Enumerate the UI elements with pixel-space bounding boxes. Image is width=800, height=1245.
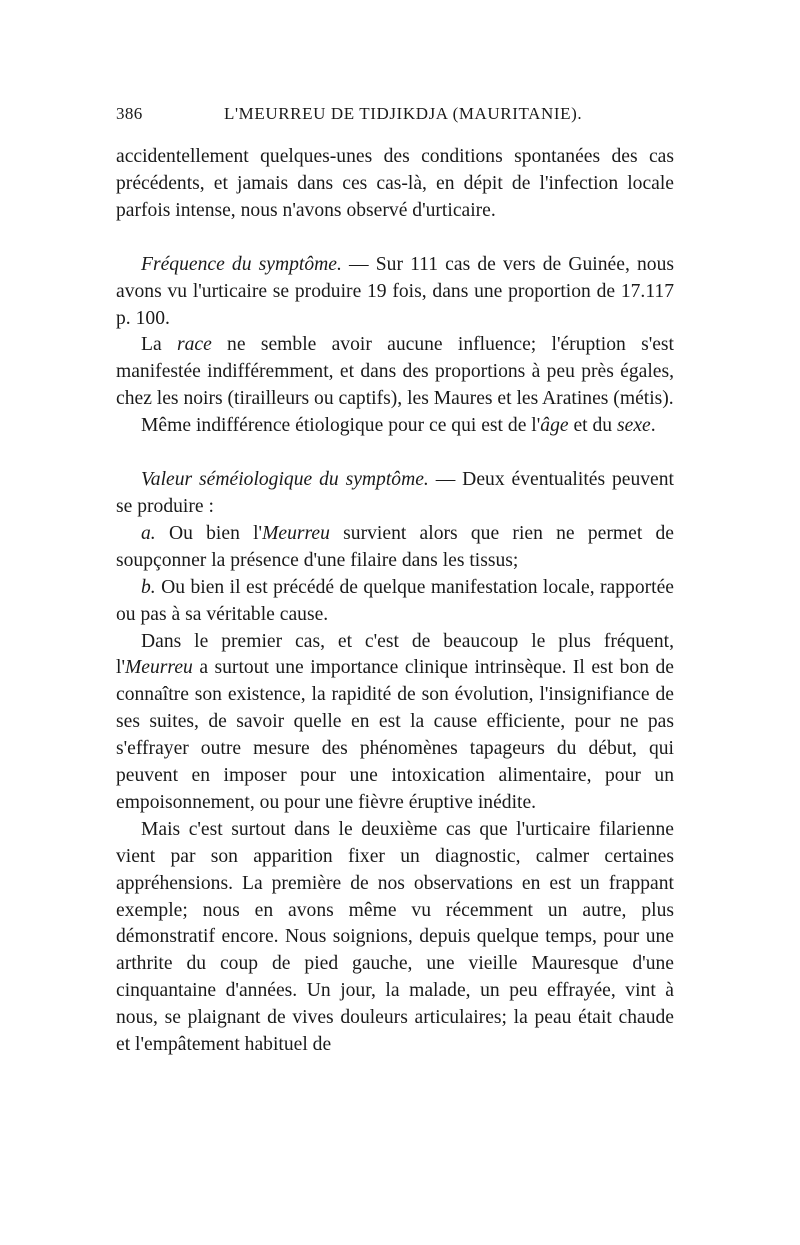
paragraph-text: Dans le premier cas, et c'est de beaucoup le plus fréquent, l' — [116, 630, 674, 679]
list-label-a: a. — [141, 522, 156, 544]
paragraph-text: Ou bien l' — [155, 522, 263, 544]
paragraph-text: — Sur 111 cas de vers de Guinée, nous avons vu l'urticaire se produire 19 fois, dans une proportion de 17.117 p. 100. — [116, 253, 674, 329]
paragraph-text: accidentellement quelques-unes des conditions spontanées des cas précédents, et jamais dans ces cas-là, en dépit de l'infection locale parfois intense, nous n'avons observé d'urticaire. — [116, 146, 674, 221]
body-text — [116, 144, 674, 1059]
section-heading-frequency: Fréquence du symptôme. — [141, 253, 342, 275]
paragraph-age-sex — [116, 413, 674, 440]
paragraph-text: survient alors que rien ne permet de soupçonner la présence d'une filaire dans les tissus; — [116, 522, 674, 571]
emphasis-meurreu: Meurreu — [124, 657, 193, 679]
paragraph-text: Ou bien il est précédé de quelque manifestation locale, rapportée ou pas à sa véritable cause. — [116, 576, 674, 625]
emphasis-age: âge — [540, 415, 569, 437]
paragraph-second-case — [116, 817, 674, 1059]
paragraph-text: et du — [568, 415, 617, 437]
emphasis-meurreu: Meurreu — [262, 522, 330, 544]
running-title: L'MEURREU DE TIDJIKDJA (MAURITANIE). — [224, 104, 583, 123]
paragraph-continuation — [116, 144, 674, 225]
emphasis-race: race — [176, 334, 212, 356]
paragraph-case-a — [116, 521, 674, 575]
paragraph-text: La — [141, 334, 177, 356]
emphasis-sex: sexe — [617, 415, 651, 437]
running-head — [116, 104, 672, 134]
paragraph-text: Mais c'est surtout dans le deuxième cas que l'urticaire filarienne vient par son apparition fixer un diagnostic, calmer certaines appréhensions. La première de nos observations en est un frappant exemple; nous en avons même vu récemment un autre, plus démonstratif encore. Nous soignions, depuis quelque temps, pour une arthrite du coup de pied gauche, une vieille Mauresque d'une cinquantaine d'années. Un jour, la malade, un peu effrayée, vint à nous, se plaignant de vives douleurs articulaires; la peau était chaude et l'empâtement habituel de — [116, 818, 674, 1056]
section-heading-semiology: Valeur séméiologique du symptôme. — [141, 469, 429, 491]
paragraph-race — [116, 332, 674, 413]
paragraph-semiology — [116, 467, 674, 521]
paragraph-first-case — [116, 629, 674, 817]
paragraph-case-b — [116, 575, 674, 629]
section-gap — [116, 440, 674, 467]
paragraph-text: a surtout une importance clinique intrinsèque. Il est bon de connaître son existence, la rapidité de son évolution, l'insignifiance de ses suites, de savoir quelle en est la cause efficiente, pour ne pas s'effrayer outre mesure des phénomènes tapageurs du début, qui peuvent en imposer pour une intoxication alimentaire, pour un empoisonnement, ou pour une fièvre éruptive inédite. — [116, 657, 674, 813]
paragraph-text: Même indifférence étiologique pour ce qui est de l' — [141, 415, 541, 437]
paragraph-text: ne semble avoir aucune influence; l'éruption s'est manifestée indifféremment, et dans des proportions à peu près égales, chez les noirs (tirailleurs ou captifs), les Maures et les Aratines (métis). — [116, 334, 674, 410]
page-number: 386 — [116, 104, 143, 123]
paragraph-text: . — [650, 415, 656, 437]
paragraph-text: — Deux éventualités peuvent se produire : — [116, 469, 674, 517]
paragraph-frequency — [116, 252, 674, 333]
section-gap — [116, 225, 674, 252]
list-label-b: b. — [141, 576, 156, 598]
